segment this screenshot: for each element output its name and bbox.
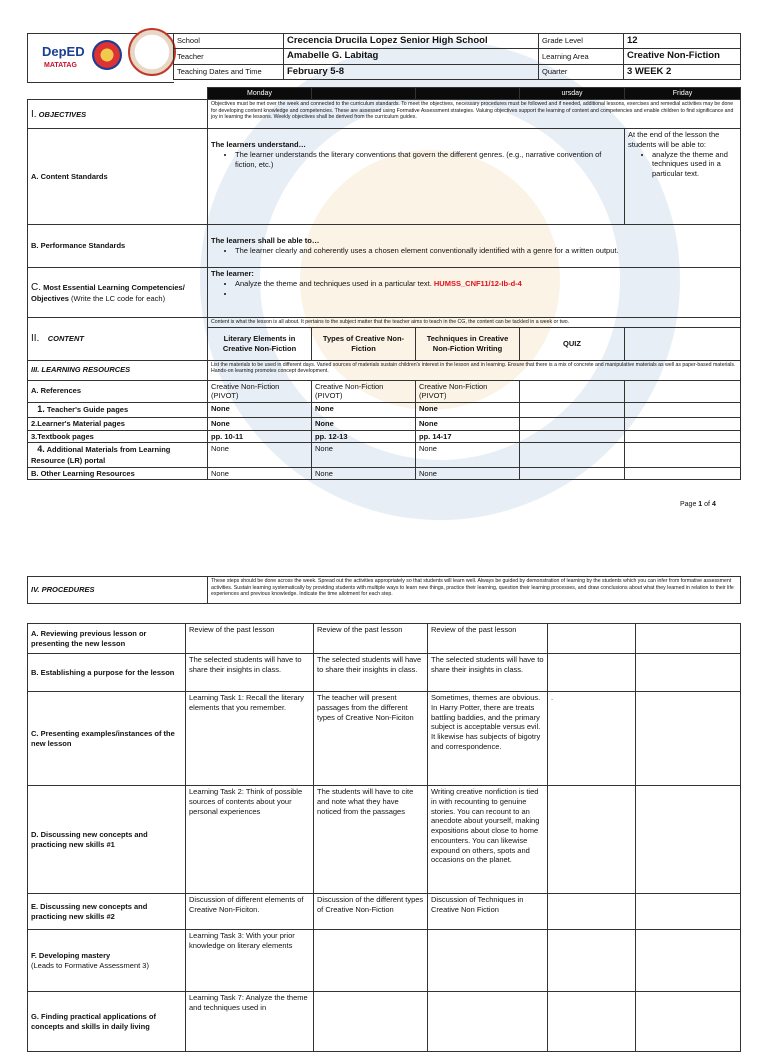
references-cell: Creative Non-Fiction (PIVOT)	[312, 380, 416, 403]
procedure-cell: .	[548, 692, 636, 786]
procedure-cell	[636, 624, 741, 654]
content-standards-label: A. Content Standards	[28, 129, 208, 225]
lm-cell: None	[208, 417, 312, 430]
procedure-cell: The teacher will present passages from the different types of Creative Non-Ficiton	[314, 692, 428, 786]
tg-label: 1. Teacher's Guide pages	[28, 403, 208, 418]
other-cell: None	[416, 467, 520, 480]
lm-cell	[625, 417, 741, 430]
procedure-cell: The students will have to cite and note what they have noticed from the passages	[314, 786, 428, 894]
school-seal	[128, 28, 176, 76]
procedure-cell: Learning Task 1: Recall the literary elements that you remember.	[186, 692, 314, 786]
procedure-cell	[636, 786, 741, 894]
header-logos	[27, 33, 174, 83]
procedure-cell	[314, 992, 428, 1052]
procedure-cell	[548, 786, 636, 894]
lr-cell: None	[312, 443, 416, 467]
content-heading: II. CONTENT	[28, 318, 208, 361]
references-cell: Creative Non-Fiction (PIVOT)	[208, 380, 312, 403]
day-thursday: ursday	[520, 88, 625, 100]
procedure-row	[28, 624, 741, 654]
other-cell: None	[312, 467, 416, 480]
area-value: Creative Non-Fiction	[624, 49, 741, 64]
procedure-row	[28, 992, 741, 1052]
tb-cell: pp. 14-17	[416, 430, 520, 443]
procedure-cell: Review of the past lesson	[314, 624, 428, 654]
tg-cell: None	[312, 403, 416, 418]
other-resources-label: B. Other Learning Resources	[28, 467, 208, 480]
procedure-row	[28, 894, 741, 930]
day-friday: Friday	[625, 88, 741, 100]
tb-cell	[520, 430, 625, 443]
page-number: Page 1 of 4	[680, 501, 716, 508]
other-cell: None	[208, 467, 312, 480]
procedures-heading-table	[27, 576, 741, 604]
area-label: Learning Area	[539, 49, 624, 64]
deped-logo: DepED	[42, 44, 85, 59]
lm-label: 2.Learner's Material pages	[28, 417, 208, 430]
procedure-cell	[636, 692, 741, 786]
lesson-plan-table	[27, 87, 741, 480]
procedure-cell: The selected students will have to share their insights in class.	[428, 654, 548, 692]
references-label: A. References	[28, 380, 208, 403]
references-cell	[625, 380, 741, 403]
procedure-label: C. Presenting examples/instances of the new lesson	[28, 692, 186, 786]
procedure-cell: Review of the past lesson	[186, 624, 314, 654]
tg-cell	[520, 403, 625, 418]
references-cell: Creative Non-Fiction (PIVOT)	[416, 380, 520, 403]
lr-cell	[625, 443, 741, 467]
competencies-body: The learner: • Analyze the theme and techniques used in a particular text. HUMSS_CNF11/12-Ib-d-4 •	[208, 268, 741, 318]
dates-value: February 5-8	[284, 64, 539, 79]
procedure-cell	[314, 930, 428, 992]
objectives-note: Objectives must be met over the week and connected to the curriculum standards. To meet the objectives, necessary procedures must be followed and if needed, additional lessons, exercises and remedial activities may be done for developing content knowledge and competencies. These are assessed using Formative Assessment strategies. Valuing objectives support the learning of content and competencies and enable children to find significance and joy in learning the lessons. Weekly objectives shall be derived from the curriculum guides.	[208, 100, 741, 129]
references-cell	[520, 380, 625, 403]
content-day-5	[625, 327, 741, 360]
day-tuesday	[312, 88, 416, 100]
procedure-cell	[636, 894, 741, 930]
content-standards-body: The learners understand… • The learner understands the literary conventions that govern the different genres. (e.g., narrative convention of fiction, etc.)	[208, 129, 625, 225]
procedure-cell	[428, 992, 548, 1052]
tb-label: 3.Textbook pages	[28, 430, 208, 443]
procedure-row	[28, 786, 741, 894]
procedure-cell: The selected students will have to share their insights in class.	[186, 654, 314, 692]
procedure-cell	[636, 930, 741, 992]
performance-standards-body: The learners shall be able to… • The learner clearly and coherently uses a chosen element conventionally identified with a genre for a written output.	[208, 225, 741, 268]
other-cell	[625, 467, 741, 480]
procedures-table	[27, 623, 741, 1052]
bagong-pilipinas-seal	[92, 40, 122, 70]
lr-cell: None	[416, 443, 520, 467]
grade-label: Grade Level	[539, 34, 624, 49]
procedure-label: B. Establishing a purpose for the lesson	[28, 654, 186, 692]
lm-cell: None	[312, 417, 416, 430]
procedure-cell	[548, 624, 636, 654]
quarter-value: 3 WEEK 2	[624, 64, 741, 79]
content-day-4: QUIZ	[520, 327, 625, 360]
tg-cell: None	[416, 403, 520, 418]
lm-cell: None	[416, 417, 520, 430]
school-label: School	[174, 34, 284, 49]
resources-heading: III. LEARNING RESOURCES	[28, 360, 208, 380]
tb-cell: pp. 12-13	[312, 430, 416, 443]
procedure-cell	[636, 992, 741, 1052]
procedure-cell: Sometimes, themes are obvious. In Harry Potter, there are treats battling baddies, and the primary subject is acceptable versus evil. It likewise has subjects of bigotry and correspondence.	[428, 692, 548, 786]
lr-label: 4. Additional Materials from Learning Resource (LR) portal	[28, 443, 208, 467]
resources-note: List the materials to be used in different days. Varied sources of materials sustain children's interest in the lesson and in learning. Ensure that there is a mix of concrete and manipulative materials as well as paper-based materials. Hands-on learning promotes concept development.	[208, 360, 741, 380]
procedure-row	[28, 654, 741, 692]
tb-cell	[625, 430, 741, 443]
procedure-label: F. Developing mastery (Leads to Formative Assessment 3)	[28, 930, 186, 992]
quarter-label: Quarter	[539, 64, 624, 79]
procedure-label: E. Discussing new concepts and practicing new skills #2	[28, 894, 186, 930]
procedure-cell: Discussion of different elements of Creative Non-Ficiton.	[186, 894, 314, 930]
lr-cell	[520, 443, 625, 467]
school-value: Crecencia Drucila Lopez Senior High School	[284, 34, 539, 49]
day-wednesday	[416, 88, 520, 100]
procedures-note: These steps should be done across the week. Spread out the activities appropriately so that students will learn well. Always be guided by demonstration of learning by the students which you can infer from formative assessment activities. Sustain learning systematically by providing students with multiple ways to learn new things, practice their learning, question their learning processes, and draw conclusions about what they learned in relation to their life experiences and previous knowledge. Indicate the time allotment for each step.	[208, 577, 741, 604]
procedure-cell	[548, 930, 636, 992]
procedure-cell: Learning Task 2: Think of possible sources of contents about your personal experiences	[186, 786, 314, 894]
procedure-cell	[548, 894, 636, 930]
grade-value: 12	[624, 34, 741, 49]
content-standards-friday: At the end of the lesson the students will be able to: • analyze the theme and techniques used in a particular text.	[625, 129, 741, 225]
teacher-label: Teacher	[174, 49, 284, 64]
procedure-cell: The selected students will have to share their insights in class.	[314, 654, 428, 692]
procedures-heading: IV. PROCEDURES	[28, 577, 208, 604]
procedure-cell	[548, 654, 636, 692]
procedure-cell	[428, 930, 548, 992]
other-cell	[520, 467, 625, 480]
procedure-cell: Discussion of the different types of Creative Non-Fiction	[314, 894, 428, 930]
procedure-label: A. Reviewing previous lesson or presenting the new lesson	[28, 624, 186, 654]
tb-cell: pp. 10-11	[208, 430, 312, 443]
procedure-row	[28, 692, 741, 786]
teacher-value: Amabelle G. Labitag	[284, 49, 539, 64]
procedure-cell: Learning Task 7: Analyze the theme and techniques used in	[186, 992, 314, 1052]
procedure-cell	[636, 654, 741, 692]
header-info-table	[173, 33, 741, 80]
procedure-cell: Review of the past lesson	[428, 624, 548, 654]
content-note: Content is what the lesson is all about. It pertains to the subject matter that the teacher aims to teach in the CG, the content can be tackled in a week or two.	[208, 318, 741, 328]
procedure-label: D. Discussing new concepts and practicing new skills #1	[28, 786, 186, 894]
performance-standards-label: B. Performance Standards	[28, 225, 208, 268]
lr-cell: None	[208, 443, 312, 467]
tg-cell	[625, 403, 741, 418]
objectives-heading: I. OBJECTIVES	[28, 100, 208, 129]
lm-cell	[520, 417, 625, 430]
tg-cell: None	[208, 403, 312, 418]
matatag-logo: MATATAG	[44, 62, 77, 69]
competencies-label: C. Most Essential Learning Competencies/ Objectives (Write the LC code for each)	[28, 268, 208, 318]
procedure-cell: Learning Task 3: With your prior knowledge on literary elements	[186, 930, 314, 992]
procedure-label: G. Finding practical applications of concepts and skills in daily living	[28, 992, 186, 1052]
content-day-3: Techniques in Creative Non-Fiction Writing	[416, 327, 520, 360]
day-monday: Monday	[208, 88, 312, 100]
procedure-row	[28, 930, 741, 992]
procedure-cell	[548, 992, 636, 1052]
content-day-1: Literary Elements in Creative Non-Fiction	[208, 327, 312, 360]
procedure-cell: Discussion of Techniques in Creative Non Fiction	[428, 894, 548, 930]
content-day-2: Types of Creative Non-Fiction	[312, 327, 416, 360]
dates-label: Teaching Dates and Time	[174, 64, 284, 79]
procedure-cell: Writing creative nonfiction is tied in with recounting to genuine stories. You can recount to an anecdote about yourself, making expositions about close to home encounters. You can likewise expound on others, spots and occasions on the planet.	[428, 786, 548, 894]
